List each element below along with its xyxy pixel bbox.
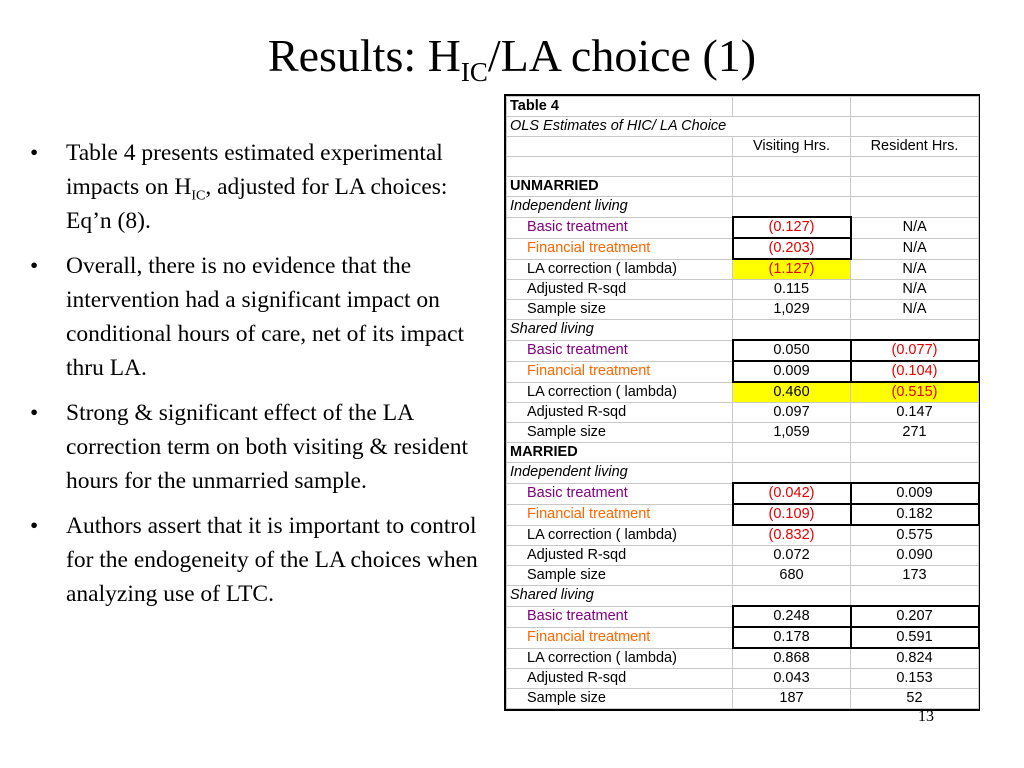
resident-value: 0.591 [851, 627, 979, 648]
slide-title [0, 28, 1024, 88]
table-row [507, 627, 979, 648]
visiting-value: 1,059 [733, 423, 851, 443]
table-row [507, 566, 979, 586]
subsection-independent: Independent living [507, 463, 733, 484]
resident-value: 0.147 [851, 403, 979, 423]
visiting-value: 0.072 [733, 546, 851, 566]
title-subscript: IC [460, 57, 488, 88]
resident-value: 0.153 [851, 669, 979, 689]
header-resident: Resident Hrs. [851, 137, 979, 157]
table-row [507, 546, 979, 566]
table-row [507, 403, 979, 423]
visiting-value: 0.009 [733, 361, 851, 382]
bullet-text: Table 4 presents estimated experimental impacts on H [66, 140, 443, 200]
row-label: Financial treatment [507, 361, 733, 382]
table-row [507, 504, 979, 525]
visiting-value: (0.127) [733, 217, 851, 238]
table-title: Table 4 [507, 97, 733, 117]
resident-value: (0.077) [851, 340, 979, 361]
row-label: Sample size [507, 566, 733, 586]
subsection-independent: Independent living [507, 197, 733, 218]
visiting-value: 0.868 [733, 648, 851, 669]
section-married: MARRIED [507, 443, 733, 463]
table-row [507, 648, 979, 669]
visiting-value: 187 [733, 689, 851, 709]
resident-value: N/A [851, 300, 979, 320]
bullet-text: Overall, there is no evidence that the intervention had a significant impact on conditional hours of care, net of its impact thru LA. [66, 253, 465, 381]
bullet-item [30, 396, 480, 498]
table-row [507, 238, 979, 259]
table-row [507, 97, 979, 117]
table-row [507, 669, 979, 689]
resident-value: N/A [851, 217, 979, 238]
visiting-value: 0.178 [733, 627, 851, 648]
table-header-row [507, 137, 979, 157]
row-label: Basic treatment [507, 606, 733, 627]
table-row [507, 340, 979, 361]
section-row [507, 177, 979, 197]
title-rest: /LA choice (1) [487, 30, 757, 81]
table-row [507, 361, 979, 382]
resident-value: 0.090 [851, 546, 979, 566]
row-label: LA correction ( lambda) [507, 382, 733, 403]
visiting-value: 0.248 [733, 606, 851, 627]
header-visiting: Visiting Hrs. [733, 137, 851, 157]
subsection-shared: Shared living [507, 320, 733, 341]
bullet-text: Strong & significant effect of the LA correction term on both visiting & resident hours for the unmarried sample. [66, 400, 469, 494]
row-label: Sample size [507, 423, 733, 443]
visiting-value: 680 [733, 566, 851, 586]
subsection-row [507, 197, 979, 218]
resident-value: 271 [851, 423, 979, 443]
table-row [507, 157, 979, 177]
row-label: Financial treatment [507, 238, 733, 259]
row-label: Sample size [507, 300, 733, 320]
visiting-value: 0.043 [733, 669, 851, 689]
row-label: Basic treatment [507, 483, 733, 504]
row-label: Financial treatment [507, 627, 733, 648]
table-row [507, 117, 979, 137]
row-label: Adjusted R-sqd [507, 280, 733, 300]
table-row [507, 280, 979, 300]
table-row [507, 423, 979, 443]
resident-value: 0.207 [851, 606, 979, 627]
subsection-shared: Shared living [507, 586, 733, 607]
table-row [507, 606, 979, 627]
resident-value: N/A [851, 238, 979, 259]
bullet-text: , adjusted for LA choices: Eq’n (8). [66, 174, 448, 234]
row-label: LA correction ( lambda) [507, 648, 733, 669]
bullet-item [30, 509, 480, 611]
subsection-row [507, 320, 979, 341]
title-main: Results: H [267, 30, 461, 81]
bullet-list [30, 136, 480, 622]
section-unmarried: UNMARRIED [507, 177, 733, 197]
table-row [507, 483, 979, 504]
resident-value: N/A [851, 280, 979, 300]
visiting-value: (0.203) [733, 238, 851, 259]
row-label: Adjusted R-sqd [507, 546, 733, 566]
bullet-subscript: IC [191, 188, 206, 204]
resident-value: 52 [851, 689, 979, 709]
row-label: Adjusted R-sqd [507, 669, 733, 689]
visiting-value: (0.832) [733, 525, 851, 546]
table-row [507, 689, 979, 709]
table-row [507, 259, 979, 280]
resident-value: 0.824 [851, 648, 979, 669]
table-row [507, 382, 979, 403]
row-label: LA correction ( lambda) [507, 259, 733, 280]
page-number: 13 [918, 708, 934, 725]
bullet-text: Authors assert that it is important to control for the endogeneity of the LA choices when analyzing use of LTC. [66, 513, 478, 607]
visiting-value: 1,029 [733, 300, 851, 320]
resident-value: 0.009 [851, 483, 979, 504]
visiting-value: 0.050 [733, 340, 851, 361]
visiting-value: (0.042) [733, 483, 851, 504]
table-subtitle: OLS Estimates of HIC/ LA Choice [507, 117, 851, 137]
resident-value: (0.104) [851, 361, 979, 382]
bullet-item [30, 249, 480, 385]
row-label: Basic treatment [507, 217, 733, 238]
visiting-value: (1.127) [733, 259, 851, 280]
visiting-value: 0.097 [733, 403, 851, 423]
section-row [507, 443, 979, 463]
row-label: Financial treatment [507, 504, 733, 525]
row-label: Basic treatment [507, 340, 733, 361]
visiting-value: (0.109) [733, 504, 851, 525]
resident-value: (0.515) [851, 382, 979, 403]
table-row [507, 525, 979, 546]
subsection-row [507, 586, 979, 607]
table-row [507, 300, 979, 320]
results-table [504, 94, 980, 711]
resident-value: 173 [851, 566, 979, 586]
subsection-row [507, 463, 979, 484]
resident-value: N/A [851, 259, 979, 280]
resident-value: 0.182 [851, 504, 979, 525]
resident-value: 0.575 [851, 525, 979, 546]
row-label: Sample size [507, 689, 733, 709]
row-label: LA correction ( lambda) [507, 525, 733, 546]
visiting-value: 0.460 [733, 382, 851, 403]
table-row [507, 217, 979, 238]
bullet-item [30, 136, 480, 238]
visiting-value: 0.115 [733, 280, 851, 300]
row-label: Adjusted R-sqd [507, 403, 733, 423]
